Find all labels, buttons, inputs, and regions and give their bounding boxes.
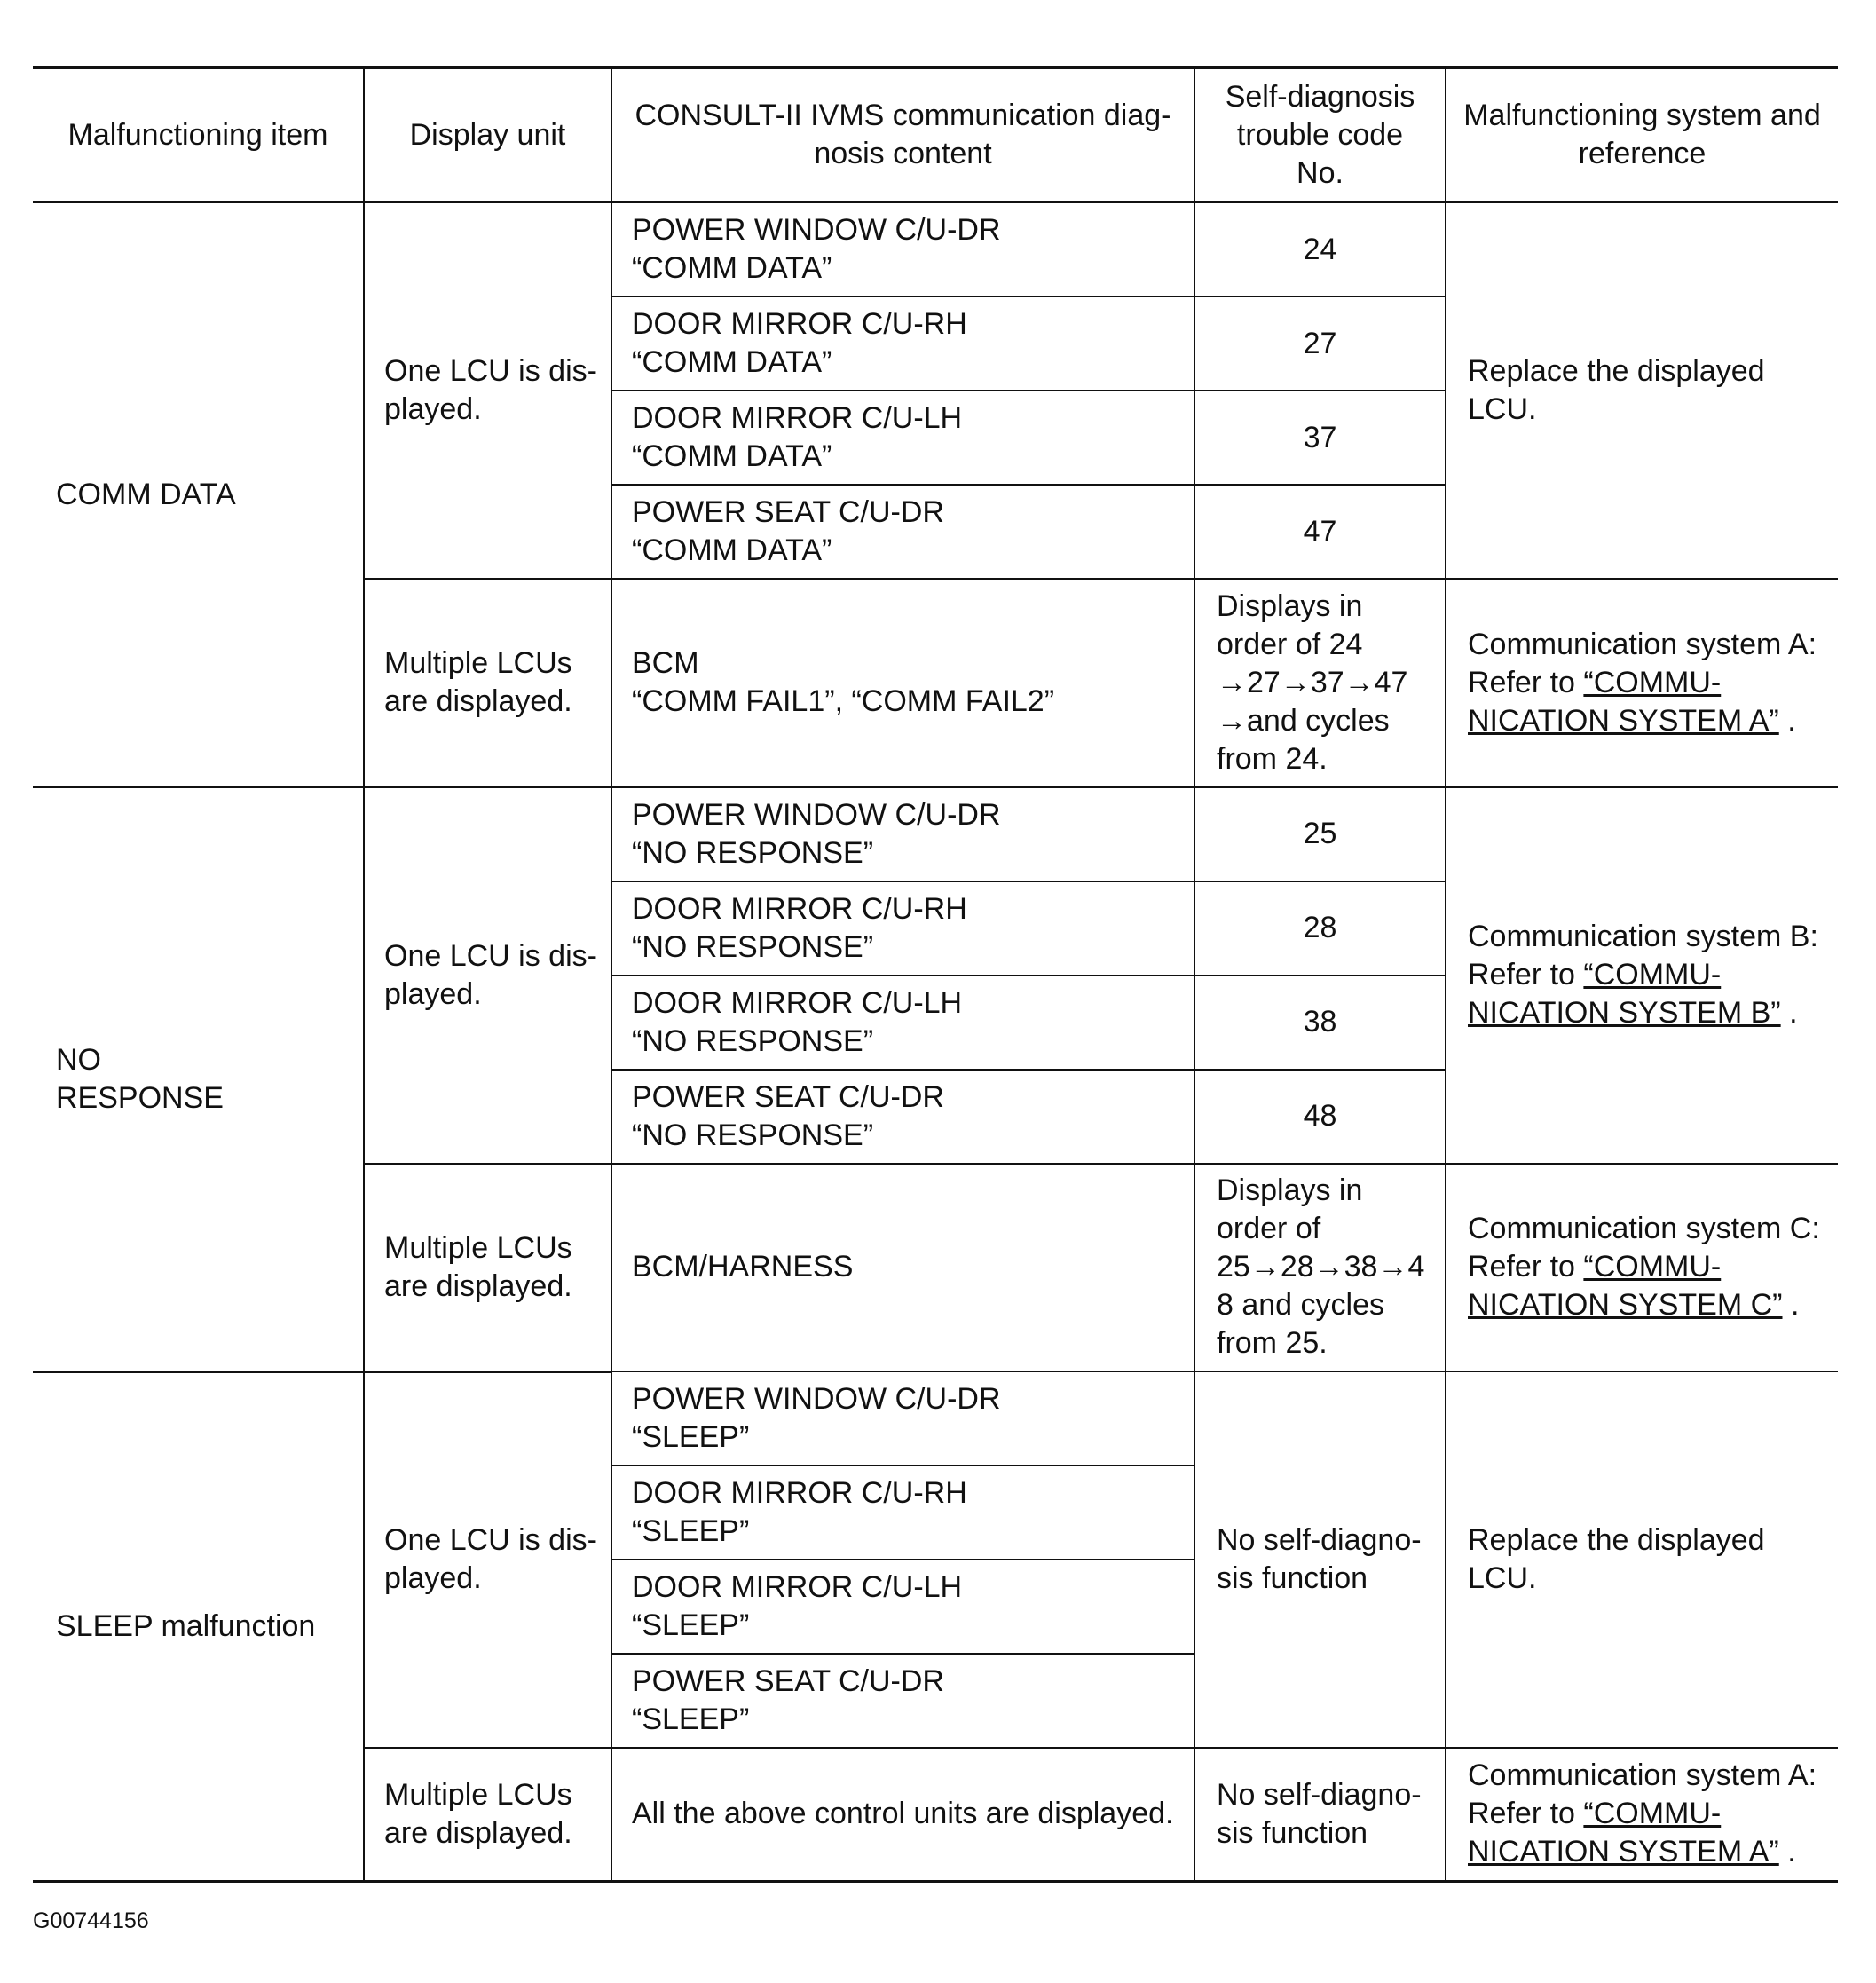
reference-link[interactable]: NICATION SYSTEM A” xyxy=(1468,703,1779,738)
diagnosis-content: DOOR MIRROR C/U-RH “SLEEP” xyxy=(611,1466,1194,1560)
header-diagnosis-content: CONSULT-II IVMS communication diag- nosis content xyxy=(611,67,1194,202)
malfunction-item-comm-data: COMM DATA xyxy=(33,202,364,787)
table-row xyxy=(33,202,1838,297)
system-reference: Communication system B: Refer to “COMMU- NICATION SYSTEM B” . xyxy=(1446,787,1838,1164)
trouble-code: 48 xyxy=(1194,1070,1446,1164)
system-reference: Replace the displayed LCU. xyxy=(1446,202,1838,580)
diagnosis-content: DOOR MIRROR C/U-LH “NO RESPONSE” xyxy=(611,976,1194,1070)
header-trouble-code: Self-diagnosis trouble code No. xyxy=(1194,67,1446,202)
diagnosis-content: BCM “COMM FAIL1”, “COMM FAIL2” xyxy=(611,579,1194,787)
diagnosis-content: DOOR MIRROR C/U-LH “COMM DATA” xyxy=(611,391,1194,485)
trouble-code: 47 xyxy=(1194,485,1446,579)
header-malfunctioning-item: Malfunctioning item xyxy=(33,67,364,202)
trouble-code: 27 xyxy=(1194,296,1446,391)
system-reference: Communication system A: Refer to “COMMU- NICATION SYSTEM A” . xyxy=(1446,1748,1838,1881)
display-unit-one-lcu: One LCU is dis- played. xyxy=(364,787,611,1164)
diagnosis-content: BCM/HARNESS xyxy=(611,1164,1194,1372)
display-unit-multiple-lcus: Multiple LCUs are displayed. xyxy=(364,1748,611,1881)
diagnosis-content: POWER SEAT C/U-DR “COMM DATA” xyxy=(611,485,1194,579)
diagnosis-table xyxy=(33,66,1838,1883)
diagnosis-content: DOOR MIRROR C/U-RH “NO RESPONSE” xyxy=(611,881,1194,976)
header-display-unit: Display unit xyxy=(364,67,611,202)
diagnosis-content: POWER WINDOW C/U-DR “COMM DATA” xyxy=(611,202,1194,297)
diagnosis-content: DOOR MIRROR C/U-RH “COMM DATA” xyxy=(611,296,1194,391)
diagnosis-content: POWER SEAT C/U-DR “NO RESPONSE” xyxy=(611,1070,1194,1164)
reference-link[interactable]: “COMMU- xyxy=(1583,1250,1722,1284)
display-unit-multiple-lcus: Multiple LCUs are displayed. xyxy=(364,1164,611,1372)
malfunction-item-sleep: SLEEP malfunction xyxy=(33,1371,364,1881)
trouble-code: 37 xyxy=(1194,391,1446,485)
reference-link[interactable]: “COMMU- xyxy=(1583,665,1722,699)
system-reference: Communication system C: Refer to “COMMU- NICATION SYSTEM C” . xyxy=(1446,1164,1838,1372)
trouble-code: 38 xyxy=(1194,976,1446,1070)
header-row xyxy=(33,67,1838,202)
header-system-reference: Malfunctioning system and reference xyxy=(1446,67,1838,202)
system-reference: Communication system A: Refer to “COMMU- NICATION SYSTEM A” . xyxy=(1446,579,1838,787)
reference-link[interactable]: NICATION SYSTEM A” xyxy=(1468,1835,1779,1869)
diagnosis-content: All the above control units are displayed. xyxy=(611,1748,1194,1881)
reference-link[interactable]: NICATION SYSTEM C” xyxy=(1468,1288,1783,1323)
table-row xyxy=(33,1371,1838,1466)
malfunction-item-no-response: NO RESPONSE xyxy=(33,787,364,1372)
table-row xyxy=(33,787,1838,881)
trouble-code-sequence: Displays in order of 24 →27→37→47 →and cycles from 24. xyxy=(1194,579,1446,787)
system-reference: Replace the displayed LCU. xyxy=(1446,1371,1838,1748)
reference-link[interactable]: “COMMU- xyxy=(1583,1797,1722,1831)
figure-id: G00744156 xyxy=(33,1908,149,1933)
reference-link[interactable]: “COMMU- xyxy=(1583,958,1722,992)
display-unit-one-lcu: One LCU is dis- played. xyxy=(364,202,611,580)
trouble-code-sequence: Displays in order of 25→28→38→4 8 and cycles from 25. xyxy=(1194,1164,1446,1372)
diagnosis-content: POWER WINDOW C/U-DR “NO RESPONSE” xyxy=(611,787,1194,881)
reference-link[interactable]: NICATION SYSTEM B” xyxy=(1468,996,1781,1030)
diagnosis-content: DOOR MIRROR C/U-LH “SLEEP” xyxy=(611,1560,1194,1654)
display-unit-multiple-lcus: Multiple LCUs are displayed. xyxy=(364,579,611,787)
trouble-code-none: No self-diagno- sis function xyxy=(1194,1371,1446,1748)
display-unit-one-lcu: One LCU is dis- played. xyxy=(364,1371,611,1748)
diagnosis-content: POWER SEAT C/U-DR “SLEEP” xyxy=(611,1654,1194,1748)
trouble-code-none: No self-diagno- sis function xyxy=(1194,1748,1446,1881)
diagnosis-content: POWER WINDOW C/U-DR “SLEEP” xyxy=(611,1371,1194,1466)
trouble-code: 24 xyxy=(1194,202,1446,297)
trouble-code: 28 xyxy=(1194,881,1446,976)
trouble-code: 25 xyxy=(1194,787,1446,881)
